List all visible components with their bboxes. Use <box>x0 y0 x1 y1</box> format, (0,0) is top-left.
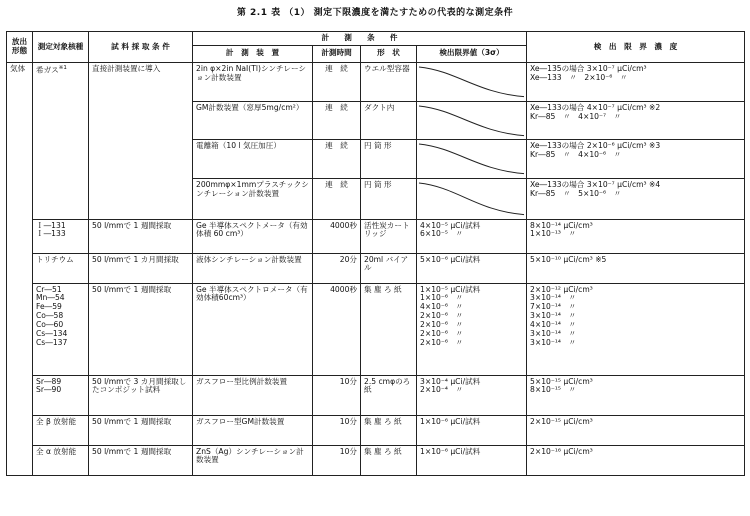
shape-cell: 集 塵 ろ 紙 <box>361 283 417 375</box>
header-limit: 検 出 限 界 濃 度 <box>527 32 745 63</box>
shape-cell: 20ml バイアル <box>361 253 417 283</box>
shape-cell: 円 筒 形 <box>361 178 417 219</box>
time-cell: 4000秒 <box>313 219 361 253</box>
table-row <box>7 253 745 283</box>
limit-cell: 5×10⁻¹⁵ μCi/cm³ 8×10⁻¹⁵ 〃 <box>527 375 745 415</box>
device-cell: ZnS（Ag）シンチレーション計数装置 <box>193 445 313 475</box>
target-cell: 全 α 放射能 <box>33 445 89 475</box>
time-cell: 10分 <box>313 415 361 445</box>
sampling-cell: 50 l/mmで 3 カ月間採取したコンポジット試料 <box>89 375 193 415</box>
header-shape: 形 状 <box>361 45 417 62</box>
header-target: 測定対象核種 <box>33 32 89 63</box>
header-measure: 計 測 条 件 <box>193 32 527 46</box>
time-cell: 10分 <box>313 375 361 415</box>
detlimit-cell: 1×10⁻⁶ μCi/試料 <box>417 415 527 445</box>
target-cell: Ｉ―131 Ｉ―133 <box>33 219 89 253</box>
device-cell: 2in φ×2in NaI(Tl)シンチレーション計数装置 <box>193 62 313 101</box>
time-cell: 20分 <box>313 253 361 283</box>
limit-cell: Xe―133の場合 4×10⁻⁷ μCi/cm³ ※2 Kr―85 〃 4×10⁻⁷ 〃 <box>527 101 745 140</box>
time-cell: 10分 <box>313 445 361 475</box>
table-row <box>7 219 745 253</box>
sampling-cell: 50 l/mmで 1 週間採取 <box>89 415 193 445</box>
detection-curve <box>417 62 527 101</box>
detlimit-cell: 5×10⁻⁶ μCi/試料 <box>417 253 527 283</box>
time-cell: 連 続 <box>313 140 361 179</box>
detlimit-cell: 3×10⁻⁴ μCi/試料 2×10⁻⁴ 〃 <box>417 375 527 415</box>
time-cell: 連 続 <box>313 101 361 140</box>
sampling-cell: 直接計測装置に導入 <box>89 62 193 219</box>
table-title: 第 2.1 表 （1） 測定下限濃度を満たすための代表的な測定条件 <box>236 8 514 18</box>
shape-cell: ウエル型容器 <box>361 62 417 101</box>
table-row <box>7 62 745 101</box>
sampling-cell: 50 l/mmで 1 週間採取 <box>89 283 193 375</box>
header-time: 計測時間 <box>313 45 361 62</box>
time-cell: 4000秒 <box>313 283 361 375</box>
time-cell: 連 続 <box>313 62 361 101</box>
detlimit-cell: 1×10⁻⁶ μCi/試料 <box>417 445 527 475</box>
shape-cell: 集 塵 ろ 紙 <box>361 415 417 445</box>
limit-cell: 2×10⁻¹² μCi/cm³ 3×10⁻¹⁴ 〃 7×10⁻¹⁴ 〃 3×10⁻¹⁴ 〃 4×10⁻¹⁴ 〃 3×10⁻¹⁴ 〃 3×10⁻¹⁴ 〃 <box>527 283 745 375</box>
device-cell: GM計数装置（窓厚5mg/cm²） <box>193 101 313 140</box>
limit-cell: Xe―135の場合 3×10⁻⁷ μCi/cm³ Xe―133 〃 2×10⁻⁶ 〃 <box>527 62 745 101</box>
device-cell: 200mmφ×1mmプラスチックシンチレーション計数装置 <box>193 178 313 219</box>
detection-curve <box>417 178 527 219</box>
device-cell: Ge 半導体スペクトロメータ（有効体積60cm³） <box>193 283 313 375</box>
target-cell: Sr―89 Sr―90 <box>33 375 89 415</box>
header-sampling: 試 料 採 取 条 件 <box>89 32 193 63</box>
time-cell: 連 続 <box>313 178 361 219</box>
target-cell: 全 β 放射能 <box>33 415 89 445</box>
limit-cell: 8×10⁻¹⁴ μCi/cm³ 1×10⁻¹³ 〃 <box>527 219 745 253</box>
limit-cell: 2×10⁻¹⁵ μCi/cm³ <box>527 415 745 445</box>
device-cell: 液体シンチレーション計数装置 <box>193 253 313 283</box>
shape-cell: 2.5 cmφのろ紙 <box>361 375 417 415</box>
table-row <box>7 445 745 475</box>
detlimit-cell: 4×10⁻⁵ μCi/試料 6×10⁻⁵ 〃 <box>417 219 527 253</box>
header-device: 計 測 装 置 <box>193 45 313 62</box>
detection-curve <box>417 101 527 140</box>
target-cell: トリチウム <box>33 253 89 283</box>
sampling-cell: 50 l/mmで 1 カ月間採取 <box>89 253 193 283</box>
measurement-conditions-table <box>6 31 745 476</box>
target-cell: Cr―51 Mn―54 Fe―59 Co―58 Co―60 Cs―134 Cs―137 <box>33 283 89 375</box>
limit-cell: Xe―133の場合 3×10⁻⁷ μCi/cm³ ※4 Kr―85 〃 5×10⁻⁶ 〃 <box>527 178 745 219</box>
table-row <box>7 415 745 445</box>
sampling-cell: 50 l/mmで 1 週間採取 <box>89 219 193 253</box>
header-form: 放出形態 <box>7 32 33 63</box>
table-row <box>7 375 745 415</box>
header-detlimit: 検出限界値（3σ） <box>417 45 527 62</box>
device-cell: ガスフロー型GM計数装置 <box>193 415 313 445</box>
limit-cell: 2×10⁻¹⁶ μCi/cm³ <box>527 445 745 475</box>
detection-curve <box>417 140 527 179</box>
table-row <box>7 283 745 375</box>
shape-cell: ダクト内 <box>361 101 417 140</box>
device-cell: ガスフロー型比例計数装置 <box>193 375 313 415</box>
shape-cell: 円 筒 形 <box>361 140 417 179</box>
device-cell: 電離箱（10 l 気圧加圧） <box>193 140 313 179</box>
device-cell: Ge 半導体スペクトメータ（有効体積 60 cm³） <box>193 219 313 253</box>
form-cell: 気体 <box>7 62 33 475</box>
target-cell: 希ガス$^{※1}$ <box>33 62 89 219</box>
shape-cell: 活性炭カートリッジ <box>361 219 417 253</box>
shape-cell: 集 塵 ろ 紙 <box>361 445 417 475</box>
limit-cell: Xe―133の場合 2×10⁻⁶ μCi/cm³ ※3 Kr―85 〃 4×10⁻⁶ 〃 <box>527 140 745 179</box>
limit-cell: 5×10⁻¹⁰ μCi/cm³ ※5 <box>527 253 745 283</box>
sampling-cell: 50 l/mmで 1 週間採取 <box>89 445 193 475</box>
detlimit-cell: 1×10⁻⁵ μCi/試料 1×10⁻⁶ 〃 4×10⁻⁶ 〃 2×10⁻⁶ 〃 2×10⁻⁶ 〃 2×10⁻⁶ 〃 2×10⁻⁶ 〃 <box>417 283 527 375</box>
